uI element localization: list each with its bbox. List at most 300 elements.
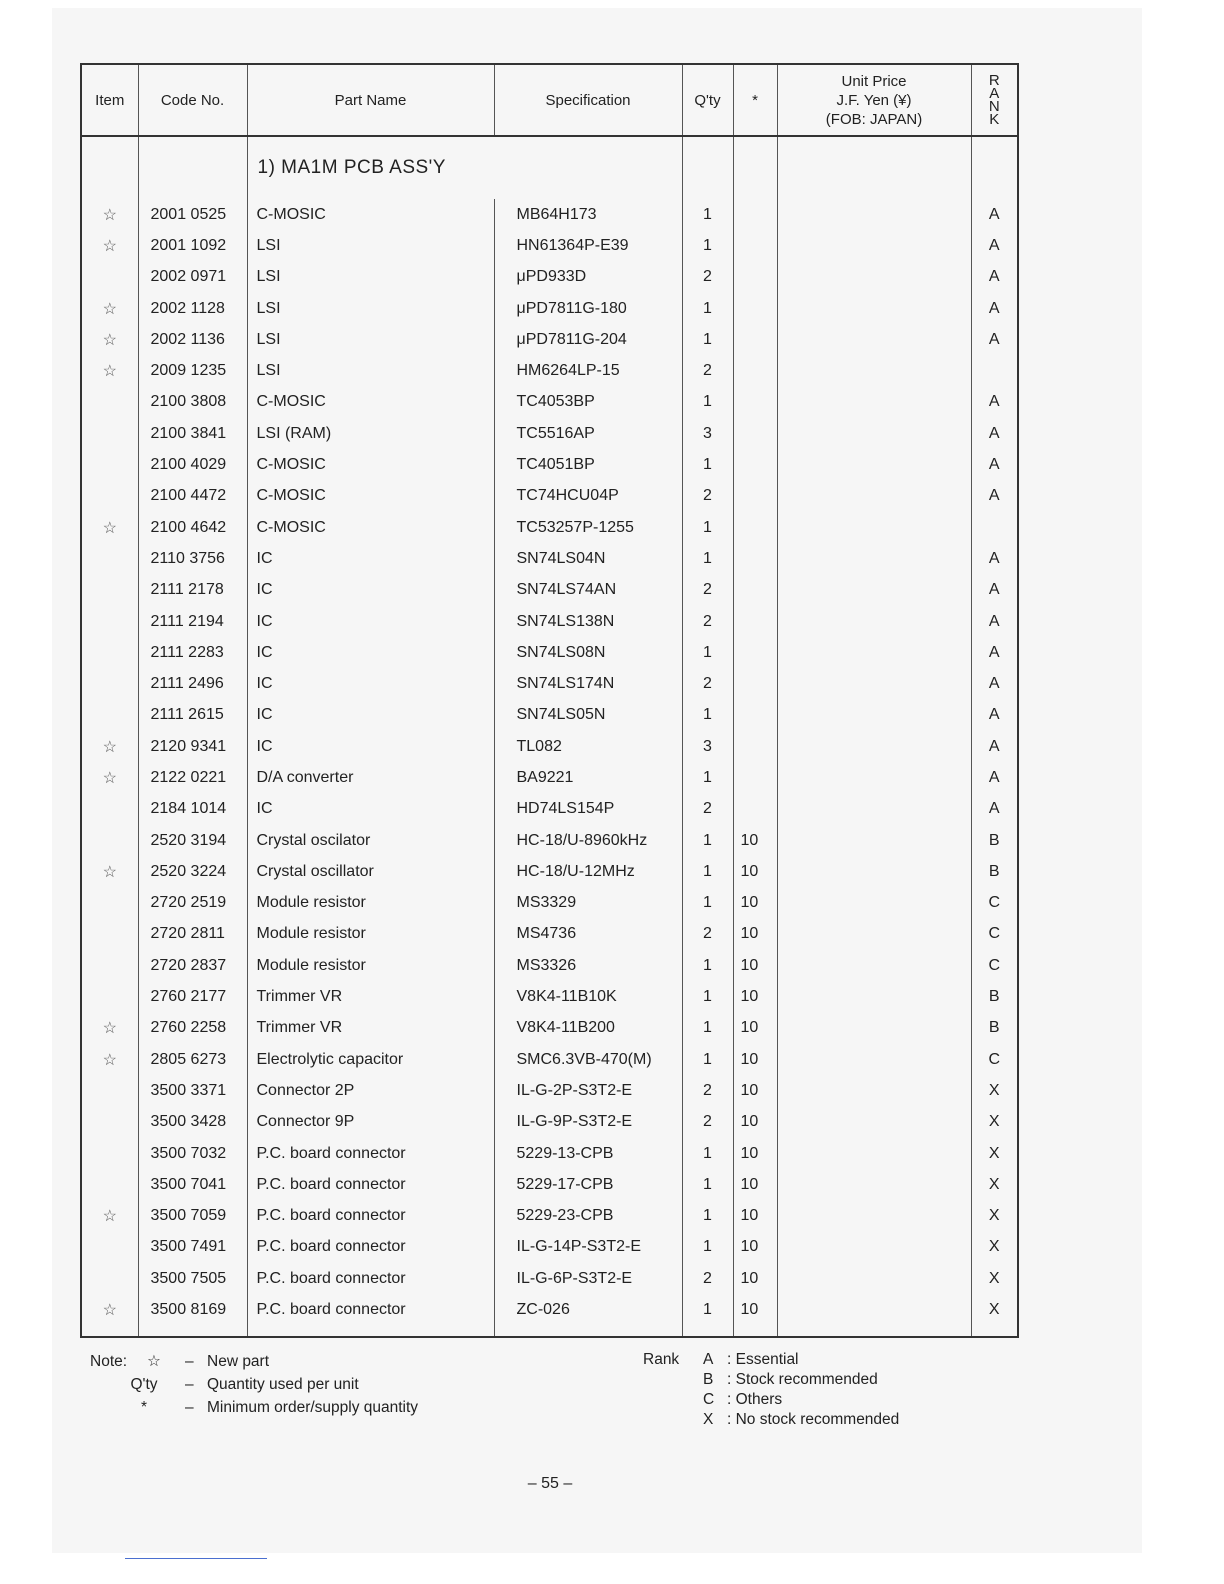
- table-row: [81, 950, 1018, 981]
- unit-price-cell: [777, 293, 971, 324]
- part-name-cell: C-MOSIC: [247, 512, 494, 543]
- code-cell: 2720 2811: [138, 919, 247, 950]
- specification-cell: MS3326: [494, 950, 682, 981]
- min-order-cell: [733, 262, 777, 293]
- rank-cell: A: [971, 637, 1018, 668]
- specification-cell: TC4051BP: [494, 449, 682, 480]
- table-row: [81, 794, 1018, 825]
- code-cell: 2520 3224: [138, 856, 247, 887]
- qty-cell: 2: [682, 919, 733, 950]
- item-cell: [81, 668, 138, 699]
- rank-cell: C: [971, 950, 1018, 981]
- unit-price-cell: [777, 1044, 971, 1075]
- table-filler-row: [81, 1326, 1018, 1337]
- code-cell: 2760 2177: [138, 981, 247, 1012]
- min-order-cell: [733, 575, 777, 606]
- qty-cell: 2: [682, 1263, 733, 1294]
- qty-cell: 1: [682, 543, 733, 574]
- part-name-cell: IC: [247, 606, 494, 637]
- item-cell: ☆: [81, 1044, 138, 1075]
- qty-cell: 1: [682, 293, 733, 324]
- header-item: Item: [81, 64, 138, 136]
- code-cell: 2100 3808: [138, 387, 247, 418]
- qty-cell: 1: [682, 950, 733, 981]
- code-cell: 2002 1128: [138, 293, 247, 324]
- table-row: [81, 668, 1018, 699]
- part-name-cell: IC: [247, 668, 494, 699]
- code-cell: 2805 6273: [138, 1044, 247, 1075]
- min-order-cell: [733, 731, 777, 762]
- part-name-cell: Crystal oscilator: [247, 825, 494, 856]
- code-cell: 3500 3428: [138, 1107, 247, 1138]
- rank-cell: C: [971, 888, 1018, 919]
- header-specification: Specification: [494, 64, 682, 136]
- qty-cell: 2: [682, 262, 733, 293]
- qty-cell: 1: [682, 1138, 733, 1169]
- part-name-cell: P.C. board connector: [247, 1263, 494, 1294]
- qty-cell: 1: [682, 888, 733, 919]
- rank-code: X: [703, 1411, 714, 1428]
- item-cell: [81, 262, 138, 293]
- min-order-cell: [733, 324, 777, 355]
- specification-cell: ZC-026: [494, 1294, 682, 1325]
- item-cell: [81, 1263, 138, 1294]
- code-cell: 2100 3841: [138, 418, 247, 449]
- specification-cell: V8K4-11B200: [494, 1013, 682, 1044]
- item-cell: [81, 1075, 138, 1106]
- note-symbol: ☆: [147, 1353, 161, 1370]
- item-cell: ☆: [81, 1294, 138, 1325]
- table-row: [81, 575, 1018, 606]
- part-name-cell: P.C. board connector: [247, 1294, 494, 1325]
- min-order-cell: 10: [733, 1013, 777, 1044]
- rank-cell: B: [971, 856, 1018, 887]
- qty-cell: 2: [682, 1107, 733, 1138]
- table-row: [81, 512, 1018, 543]
- note-text: Quantity used per unit: [207, 1376, 359, 1393]
- header-min-order: *: [733, 64, 777, 136]
- table-row: [81, 199, 1018, 230]
- specification-cell: SN74LS08N: [494, 637, 682, 668]
- qty-cell: 1: [682, 1013, 733, 1044]
- unit-price-cell: [777, 387, 971, 418]
- min-order-cell: 10: [733, 919, 777, 950]
- min-order-cell: [733, 355, 777, 386]
- rank-cell: A: [971, 543, 1018, 574]
- min-order-cell: 10: [733, 950, 777, 981]
- code-cell: 2009 1235: [138, 355, 247, 386]
- table-row: [81, 262, 1018, 293]
- qty-cell: 1: [682, 387, 733, 418]
- rank-description: : Essential: [727, 1351, 799, 1368]
- specification-cell: BA9221: [494, 762, 682, 793]
- unit-price-cell: [777, 355, 971, 386]
- part-name-cell: IC: [247, 543, 494, 574]
- part-name-cell: P.C. board connector: [247, 1201, 494, 1232]
- qty-cell: 1: [682, 981, 733, 1012]
- unit-price-cell: [777, 762, 971, 793]
- min-order-cell: 10: [733, 1201, 777, 1232]
- specification-cell: HD74LS154P: [494, 794, 682, 825]
- qty-cell: 1: [682, 637, 733, 668]
- unit-price-cell: [777, 825, 971, 856]
- table-row: [81, 543, 1018, 574]
- specification-cell: TL082: [494, 731, 682, 762]
- code-cell: 2122 0221: [138, 762, 247, 793]
- qty-cell: 1: [682, 856, 733, 887]
- table-row: [81, 481, 1018, 512]
- qty-cell: 2: [682, 481, 733, 512]
- code-cell: 3500 8169: [138, 1294, 247, 1325]
- qty-cell: 2: [682, 355, 733, 386]
- note-symbol: *: [140, 1399, 148, 1416]
- qty-cell: 2: [682, 794, 733, 825]
- min-order-cell: [733, 293, 777, 324]
- code-cell: 2120 9341: [138, 731, 247, 762]
- min-order-cell: [733, 637, 777, 668]
- header-rank: R A N K: [971, 64, 1018, 136]
- part-name-cell: Electrolytic capacitor: [247, 1044, 494, 1075]
- specification-cell: 5229-13-CPB: [494, 1138, 682, 1169]
- min-order-cell: 10: [733, 825, 777, 856]
- specification-cell: SN74LS74AN: [494, 575, 682, 606]
- table-row: [81, 293, 1018, 324]
- unit-price-cell: [777, 1013, 971, 1044]
- table-row: [81, 449, 1018, 480]
- table-row: [81, 731, 1018, 762]
- part-name-cell: IC: [247, 700, 494, 731]
- rank-description: : Stock recommended: [727, 1371, 878, 1388]
- part-name-cell: IC: [247, 731, 494, 762]
- part-name-cell: Module resistor: [247, 919, 494, 950]
- specification-cell: HN61364P-E39: [494, 230, 682, 261]
- code-cell: 3500 7041: [138, 1169, 247, 1200]
- table-row: [81, 418, 1018, 449]
- item-cell: [81, 1107, 138, 1138]
- specification-cell: TC53257P-1255: [494, 512, 682, 543]
- qty-cell: 1: [682, 449, 733, 480]
- item-cell: ☆: [81, 355, 138, 386]
- rank-cell: X: [971, 1107, 1018, 1138]
- item-cell: [81, 606, 138, 637]
- item-cell: ☆: [81, 856, 138, 887]
- specification-cell: SMC6.3VB-470(M): [494, 1044, 682, 1075]
- note-dash: –: [185, 1353, 194, 1370]
- rank-cell: B: [971, 981, 1018, 1012]
- code-cell: 3500 3371: [138, 1075, 247, 1106]
- header-code: Code No.: [138, 64, 247, 136]
- specification-cell: HC-18/U-8960kHz: [494, 825, 682, 856]
- part-name-cell: C-MOSIC: [247, 449, 494, 480]
- min-order-cell: [733, 794, 777, 825]
- unit-price-cell: [777, 856, 971, 887]
- table-row: [81, 1294, 1018, 1325]
- item-cell: ☆: [81, 731, 138, 762]
- code-cell: 2110 3756: [138, 543, 247, 574]
- part-name-cell: Module resistor: [247, 950, 494, 981]
- unit-price-cell: [777, 888, 971, 919]
- part-name-cell: LSI: [247, 230, 494, 261]
- code-cell: 2001 1092: [138, 230, 247, 261]
- unit-price-cell: [777, 1169, 971, 1200]
- rank-cell: A: [971, 230, 1018, 261]
- min-order-cell: [733, 230, 777, 261]
- item-cell: ☆: [81, 1201, 138, 1232]
- table-row: [81, 762, 1018, 793]
- note-dash: –: [185, 1376, 194, 1393]
- part-name-cell: LSI: [247, 355, 494, 386]
- specification-cell: IL-G-14P-S3T2-E: [494, 1232, 682, 1263]
- table-row: [81, 1263, 1018, 1294]
- qty-cell: 1: [682, 825, 733, 856]
- rank-cell: A: [971, 324, 1018, 355]
- specification-cell: μPD933D: [494, 262, 682, 293]
- rank-legend-item: [703, 1408, 963, 1431]
- rank-cell: [971, 355, 1018, 386]
- qty-cell: 1: [682, 324, 733, 355]
- part-name-cell: LSI: [247, 324, 494, 355]
- rank-cell: A: [971, 794, 1018, 825]
- table-row: [81, 1138, 1018, 1169]
- specification-cell: 5229-17-CPB: [494, 1169, 682, 1200]
- part-name-cell: Trimmer VR: [247, 1013, 494, 1044]
- code-cell: 2111 2496: [138, 668, 247, 699]
- unit-price-cell: [777, 981, 971, 1012]
- item-cell: [81, 888, 138, 919]
- min-order-cell: [733, 449, 777, 480]
- rank-cell: B: [971, 1013, 1018, 1044]
- specification-cell: HC-18/U-12MHz: [494, 856, 682, 887]
- part-name-cell: D/A converter: [247, 762, 494, 793]
- specification-cell: TC74HCU04P: [494, 481, 682, 512]
- part-name-cell: LSI (RAM): [247, 418, 494, 449]
- part-name-cell: Trimmer VR: [247, 981, 494, 1012]
- item-cell: ☆: [81, 1013, 138, 1044]
- part-name-cell: C-MOSIC: [247, 199, 494, 230]
- unit-price-cell: [777, 575, 971, 606]
- item-cell: [81, 1232, 138, 1263]
- qty-cell: 1: [682, 1169, 733, 1200]
- rank-description: : No stock recommended: [727, 1411, 900, 1428]
- specification-cell: 5229-23-CPB: [494, 1201, 682, 1232]
- rank-cell: A: [971, 418, 1018, 449]
- unit-price-cell: [777, 230, 971, 261]
- qty-cell: 1: [682, 762, 733, 793]
- table-row: [81, 387, 1018, 418]
- min-order-cell: 10: [733, 1294, 777, 1325]
- rank-cell: A: [971, 481, 1018, 512]
- unit-price-cell: [777, 950, 971, 981]
- part-name-cell: Connector 2P: [247, 1075, 494, 1106]
- min-order-cell: 10: [733, 1169, 777, 1200]
- rank-cell: X: [971, 1169, 1018, 1200]
- code-cell: 3500 7059: [138, 1201, 247, 1232]
- part-name-cell: LSI: [247, 262, 494, 293]
- part-name-cell: Crystal oscillator: [247, 856, 494, 887]
- table-row: [81, 1232, 1018, 1263]
- min-order-cell: 10: [733, 1044, 777, 1075]
- item-cell: [81, 575, 138, 606]
- note-text: Minimum order/supply quantity: [207, 1399, 419, 1416]
- unit-price-cell: [777, 324, 971, 355]
- min-order-cell: [733, 199, 777, 230]
- code-cell: 2720 2837: [138, 950, 247, 981]
- specification-cell: SN74LS05N: [494, 700, 682, 731]
- unit-price-cell: [777, 1232, 971, 1263]
- qty-cell: 1: [682, 1201, 733, 1232]
- rank-cell: X: [971, 1075, 1018, 1106]
- specification-cell: MB64H173: [494, 199, 682, 230]
- specification-cell: TC4053BP: [494, 387, 682, 418]
- table-row: [81, 355, 1018, 386]
- page-number: – 55 –: [527, 1475, 573, 1492]
- item-cell: [81, 387, 138, 418]
- qty-cell: 2: [682, 606, 733, 637]
- table-row: [81, 230, 1018, 261]
- scan-underline-mark: [125, 1558, 267, 1559]
- specification-cell: SN74LS138N: [494, 606, 682, 637]
- min-order-cell: [733, 762, 777, 793]
- note-text: New part: [207, 1353, 270, 1370]
- min-order-cell: 10: [733, 1107, 777, 1138]
- qty-cell: 2: [682, 668, 733, 699]
- min-order-cell: 10: [733, 888, 777, 919]
- code-cell: 3500 7505: [138, 1263, 247, 1294]
- item-cell: ☆: [81, 762, 138, 793]
- rank-cell: A: [971, 199, 1018, 230]
- code-cell: 2111 2178: [138, 575, 247, 606]
- unit-price-cell: [777, 543, 971, 574]
- min-order-cell: 10: [733, 981, 777, 1012]
- specification-cell: MS4736: [494, 919, 682, 950]
- table-row: [81, 1201, 1018, 1232]
- header-qty: Q'ty: [682, 64, 733, 136]
- item-cell: [81, 825, 138, 856]
- item-cell: [81, 794, 138, 825]
- code-cell: 2100 4472: [138, 481, 247, 512]
- min-order-cell: [733, 481, 777, 512]
- table-row: [81, 1169, 1018, 1200]
- table-row: [81, 1044, 1018, 1075]
- qty-cell: 1: [682, 700, 733, 731]
- unit-price-cell: [777, 418, 971, 449]
- unit-price-cell: [777, 1138, 971, 1169]
- unit-price-cell: [777, 606, 971, 637]
- rank-cell: A: [971, 262, 1018, 293]
- specification-cell: TC5516AP: [494, 418, 682, 449]
- specification-cell: IL-G-6P-S3T2-E: [494, 1263, 682, 1294]
- item-cell: [81, 981, 138, 1012]
- min-order-cell: 10: [733, 856, 777, 887]
- part-name-cell: LSI: [247, 293, 494, 324]
- header-part-name: Part Name: [247, 64, 494, 136]
- specification-cell: IL-G-2P-S3T2-E: [494, 1075, 682, 1106]
- section-title: 1) MA1M PCB ASS'Y: [247, 136, 682, 199]
- item-cell: [81, 543, 138, 574]
- item-cell: ☆: [81, 230, 138, 261]
- rank-cell: A: [971, 731, 1018, 762]
- table-row: [81, 825, 1018, 856]
- item-cell: ☆: [81, 199, 138, 230]
- qty-cell: 1: [682, 1044, 733, 1075]
- table-row: [81, 606, 1018, 637]
- section-row: [81, 136, 1018, 199]
- code-cell: 2184 1014: [138, 794, 247, 825]
- rank-cell: A: [971, 668, 1018, 699]
- rank-code: A: [703, 1351, 714, 1368]
- part-name-cell: P.C. board connector: [247, 1169, 494, 1200]
- min-order-cell: [733, 668, 777, 699]
- table-row: [81, 700, 1018, 731]
- specification-cell: IL-G-9P-S3T2-E: [494, 1107, 682, 1138]
- item-cell: [81, 481, 138, 512]
- unit-price-cell: [777, 794, 971, 825]
- part-name-cell: C-MOSIC: [247, 387, 494, 418]
- part-name-cell: IC: [247, 794, 494, 825]
- notes-block: [90, 1350, 127, 1373]
- qty-cell: 3: [682, 418, 733, 449]
- min-order-cell: 10: [733, 1075, 777, 1106]
- qty-cell: 1: [682, 512, 733, 543]
- qty-cell: 1: [682, 199, 733, 230]
- item-cell: [81, 919, 138, 950]
- unit-price-cell: [777, 1263, 971, 1294]
- unit-price-cell: [777, 1107, 971, 1138]
- code-cell: 2001 0525: [138, 199, 247, 230]
- rank-cell: X: [971, 1294, 1018, 1325]
- table-row: [81, 919, 1018, 950]
- min-order-cell: [733, 543, 777, 574]
- note-symbol: Q'ty: [130, 1376, 158, 1393]
- unit-price-cell: [777, 919, 971, 950]
- part-name-cell: IC: [247, 575, 494, 606]
- min-order-cell: 10: [733, 1232, 777, 1263]
- unit-price-cell: [777, 668, 971, 699]
- specification-cell: SN74LS174N: [494, 668, 682, 699]
- item-cell: [81, 1169, 138, 1200]
- code-cell: 2111 2615: [138, 700, 247, 731]
- min-order-cell: [733, 387, 777, 418]
- code-cell: 2100 4029: [138, 449, 247, 480]
- rank-cell: A: [971, 606, 1018, 637]
- item-cell: [81, 700, 138, 731]
- part-name-cell: IC: [247, 637, 494, 668]
- rank-cell: A: [971, 293, 1018, 324]
- qty-cell: 2: [682, 575, 733, 606]
- table-row: [81, 324, 1018, 355]
- rank-code: C: [703, 1391, 715, 1408]
- rank-label: Rank: [643, 1351, 680, 1368]
- unit-price-cell: [777, 1201, 971, 1232]
- min-order-cell: [733, 700, 777, 731]
- table-row: [81, 1075, 1018, 1106]
- item-cell: [81, 449, 138, 480]
- unit-price-cell: [777, 199, 971, 230]
- part-name-cell: Connector 9P: [247, 1107, 494, 1138]
- parts-list-table: [80, 63, 1019, 1338]
- rank-cell: C: [971, 919, 1018, 950]
- item-cell: ☆: [81, 324, 138, 355]
- unit-price-cell: [777, 731, 971, 762]
- rank-cell: X: [971, 1263, 1018, 1294]
- table-row: [81, 888, 1018, 919]
- rank-cell: A: [971, 700, 1018, 731]
- rank-cell: A: [971, 575, 1018, 606]
- unit-price-cell: [777, 262, 971, 293]
- table-row: [81, 637, 1018, 668]
- code-cell: 2002 0971: [138, 262, 247, 293]
- unit-price-cell: [777, 700, 971, 731]
